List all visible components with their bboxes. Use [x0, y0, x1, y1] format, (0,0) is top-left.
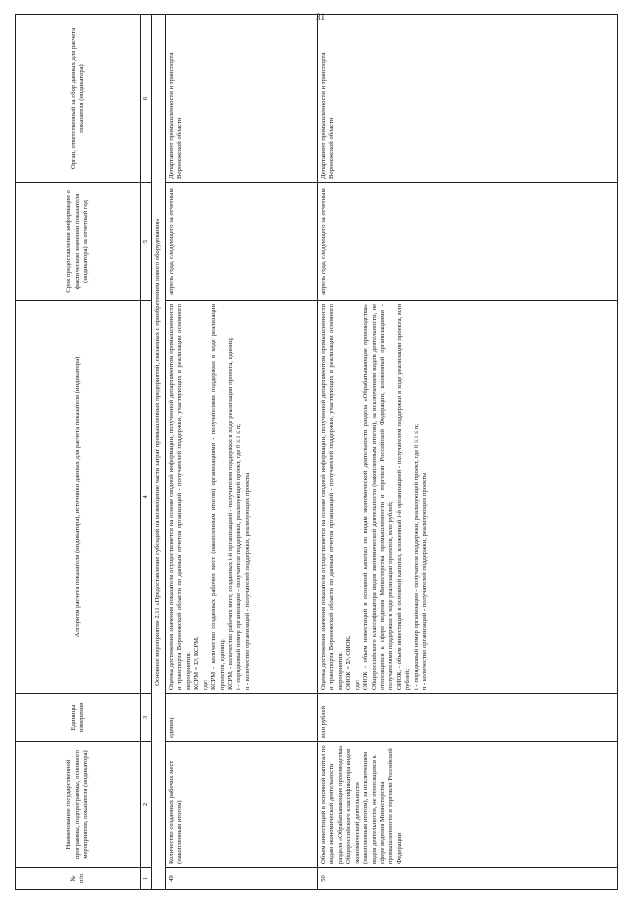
- column-number: 4: [141, 301, 152, 694]
- column-number: 1: [141, 868, 152, 890]
- header-unit: Единицы измерения: [16, 694, 141, 742]
- algorithm-line: КСРМ - количество созданных рабочих мест (накопленным итогом) организациями - получателями поддержки в ходе реализации проектов, единиц;: [210, 304, 226, 690]
- indicator-responsible: Департамент промышленности и транспорта Воронежской области: [317, 15, 617, 183]
- rotated-table-sheet: [15, 15, 625, 890]
- column-number: 5: [141, 183, 152, 301]
- indicator-table: [15, 14, 618, 890]
- column-number: 2: [141, 742, 152, 868]
- algorithm-line: ОИОК - объем инвестиций в основной капитал по видам экономической деятельности раздела «Обрабатывающие производства» Общероссийского классификатора видов экономической деятельности (накопленным итогом), за исключением видов деятельности, не относящихся к сфере ведения Министерства промышленности и торговли Российской Федерации, вложенный организациями - получателями поддержки в ходе реализации проектов, млн рублей;: [362, 304, 395, 690]
- algorithm-line: где:: [201, 679, 209, 690]
- indicator-algorithm: [165, 301, 317, 694]
- row-number: 49: [165, 868, 317, 890]
- algorithm-line: n - количество организаций - получателей поддержки, реализующих проекты: [421, 472, 429, 690]
- indicator-name: Объем инвестиций в основной капитал по видам экономической деятельности раздела «Обрабатывающие производства» Общероссийского классификатора видов экономической деятельности (накопленным итогом), за исключением видов деятельности, не относящихся к сфере ведения Министерства промышленности и торговли Российской Федерации: [317, 742, 617, 868]
- algorithm-line: i - порядковый номер организации - получателя поддержки, реализующей проект, где 0 ≤ i ≤ n;: [235, 424, 243, 690]
- column-number-row: [141, 15, 152, 890]
- header-deadline: Срок предоставления информации о фактическом значении показателя (индикатора) за отчетный год: [16, 183, 141, 301]
- header-algorithm: Алгоритм расчета показателя (индикатора), источники данных для расчета показателя (индикатора): [16, 301, 141, 694]
- section-row: [152, 15, 165, 890]
- indicator-unit: единиц: [165, 694, 317, 742]
- algorithm-line: КСРМᵢ - количество рабочих мест, созданных i-й организацией - получателем поддержки в ходе реализации проекта, единиц;: [226, 337, 234, 690]
- indicator-responsible: Департамент промышленности и транспорта Воронежской области: [165, 15, 317, 183]
- indicator-unit: млн рублей: [317, 694, 617, 742]
- column-number: 6: [141, 15, 152, 183]
- algorithm-line: где:: [353, 679, 361, 690]
- algorithm-line: Оценка достижения значения показателя осуществляется на основе сводной информации, полученной департаментом промышленности и транспорта Воронежской области по данным отчетов организаций - получателей поддержки, участвующих в реализации основного мероприятия.: [167, 304, 192, 690]
- algorithm-line: ОИОКᵢ - объем инвестиций в основной капитал, вложенный i-й организацией - получателем поддержки в ходе реализации проекта, млн рублей;: [395, 304, 412, 690]
- table-row: [165, 15, 317, 890]
- header-responsible: Орган, ответственный за сбор данных для расчета показателя (индикатора): [16, 15, 141, 183]
- header-num: № п/п: [16, 868, 141, 890]
- algorithm-formula: ОИОК = Σⁿᵢ ОИОКᵢ: [345, 635, 353, 690]
- algorithm-line: n - количество организаций - получателей поддержки, реализующих проекты: [243, 472, 251, 690]
- indicator-name: Количество созданных рабочих мест (накопленным итогом): [165, 742, 317, 868]
- indicator-deadline: апрель года, следующего за отчетным: [165, 183, 317, 301]
- indicator-algorithm: [317, 301, 617, 694]
- section-title: Основное мероприятие 2.11 «Предоставление субсидий на возмещение части затрат промышленных предприятий, связанных с приобретением нового оборудования»: [152, 15, 165, 890]
- algorithm-line: i - порядковый номер организации - получателя поддержки, реализующей проект, где 0 ≤ i ≤ n;: [412, 424, 420, 690]
- column-number: 3: [141, 694, 152, 742]
- algorithm-line: Оценка достижения значения показателя осуществляется на основе сводной информации, полученной департаментом промышленности и транспорта Воронежской области по данным отчетов организаций - получателей поддержки, участвующих в реализации основного мероприятия.: [319, 304, 344, 690]
- header-name: Наименование государственной программы, подпрограммы, основного мероприятия, показателя (индикатора): [16, 742, 141, 868]
- page-number: 31: [316, 12, 325, 22]
- header-row: [16, 15, 141, 890]
- table-row: [317, 15, 617, 890]
- algorithm-formula: КСРМ = Σⁿᵢ КСРМᵢ: [193, 636, 201, 690]
- indicator-deadline: апрель года, следующего за отчетным: [317, 183, 617, 301]
- row-number: 50: [317, 868, 617, 890]
